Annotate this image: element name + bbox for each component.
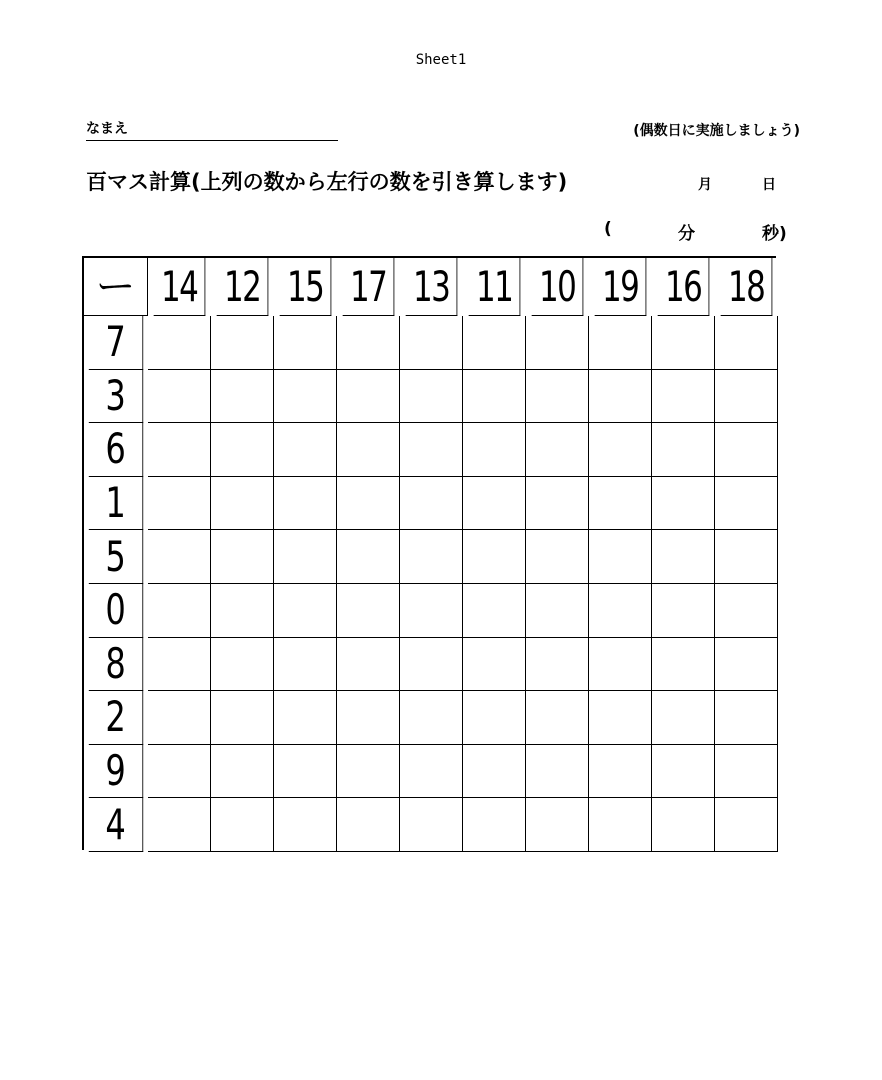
answer-cell[interactable] xyxy=(211,745,274,799)
answer-cell[interactable] xyxy=(337,477,400,531)
answer-cell[interactable] xyxy=(148,798,211,852)
answer-cell[interactable] xyxy=(463,691,526,745)
answer-cell[interactable] xyxy=(337,798,400,852)
answer-cell[interactable] xyxy=(337,423,400,477)
answer-cell[interactable] xyxy=(589,530,652,584)
answer-cell[interactable] xyxy=(148,477,211,531)
row-header: 4 xyxy=(89,798,143,852)
minutes-label: 分 xyxy=(678,224,695,244)
answer-cell[interactable] xyxy=(463,798,526,852)
answer-cell[interactable] xyxy=(463,530,526,584)
answer-cell[interactable] xyxy=(715,370,778,424)
answer-cell[interactable] xyxy=(400,798,463,852)
answer-cell[interactable] xyxy=(148,584,211,638)
row-header: 9 xyxy=(89,745,143,799)
row-header: 5 xyxy=(89,530,143,584)
answer-cell[interactable] xyxy=(463,370,526,424)
answer-cell[interactable] xyxy=(652,530,715,584)
answer-cell[interactable] xyxy=(652,477,715,531)
column-header: 18 xyxy=(721,258,773,316)
answer-cell[interactable] xyxy=(211,370,274,424)
answer-cell[interactable] xyxy=(652,316,715,370)
answer-cell[interactable] xyxy=(715,316,778,370)
row-header: 7 xyxy=(89,316,143,370)
answer-cell[interactable] xyxy=(148,530,211,584)
operator-cell: ー xyxy=(84,258,148,316)
answer-cell[interactable] xyxy=(211,638,274,692)
answer-cell[interactable] xyxy=(274,423,337,477)
answer-cell[interactable] xyxy=(589,798,652,852)
column-header: 19 xyxy=(595,258,647,316)
answer-cell[interactable] xyxy=(652,798,715,852)
answer-cell[interactable] xyxy=(589,370,652,424)
column-header: 17 xyxy=(343,258,395,316)
row-header: 8 xyxy=(89,638,143,692)
answer-cell[interactable] xyxy=(337,530,400,584)
answer-cell[interactable] xyxy=(589,745,652,799)
answer-cell[interactable] xyxy=(400,638,463,692)
answer-cell[interactable] xyxy=(400,745,463,799)
answer-cell[interactable] xyxy=(463,477,526,531)
answer-cell[interactable] xyxy=(274,584,337,638)
answer-cell[interactable] xyxy=(715,638,778,692)
answer-cell[interactable] xyxy=(337,370,400,424)
day-label: 日 xyxy=(762,177,776,193)
answer-cell[interactable] xyxy=(463,423,526,477)
row-header: 1 xyxy=(89,477,143,531)
answer-cell[interactable] xyxy=(715,423,778,477)
answer-cell[interactable] xyxy=(337,584,400,638)
answer-cell[interactable] xyxy=(526,691,589,745)
answer-cell[interactable] xyxy=(148,638,211,692)
answer-cell[interactable] xyxy=(274,638,337,692)
column-header: 12 xyxy=(217,258,269,316)
answer-cell[interactable] xyxy=(463,584,526,638)
answer-cell[interactable] xyxy=(526,316,589,370)
answer-cell[interactable] xyxy=(337,745,400,799)
answer-cell[interactable] xyxy=(400,530,463,584)
answer-cell[interactable] xyxy=(526,530,589,584)
answer-cell[interactable] xyxy=(589,638,652,692)
sheet-name: Sheet1 xyxy=(415,52,467,68)
answer-cell[interactable] xyxy=(211,477,274,531)
answer-cell[interactable] xyxy=(463,638,526,692)
answer-cell[interactable] xyxy=(526,745,589,799)
answer-cell[interactable] xyxy=(463,316,526,370)
answer-cell[interactable] xyxy=(526,584,589,638)
answer-cell[interactable] xyxy=(337,691,400,745)
answer-cell[interactable] xyxy=(148,370,211,424)
answer-cell[interactable] xyxy=(400,691,463,745)
answer-cell[interactable] xyxy=(400,477,463,531)
answer-cell[interactable] xyxy=(400,423,463,477)
answer-cell[interactable] xyxy=(274,316,337,370)
answer-cell[interactable] xyxy=(715,530,778,584)
column-header: 13 xyxy=(406,258,458,316)
answer-cell[interactable] xyxy=(211,798,274,852)
column-header: 10 xyxy=(532,258,584,316)
answer-cell[interactable] xyxy=(589,423,652,477)
answer-cell[interactable] xyxy=(589,584,652,638)
answer-cell[interactable] xyxy=(589,477,652,531)
answer-cell[interactable] xyxy=(274,530,337,584)
answer-cell[interactable] xyxy=(400,370,463,424)
answer-cell[interactable] xyxy=(274,798,337,852)
answer-cell[interactable] xyxy=(211,691,274,745)
answer-cell[interactable] xyxy=(589,316,652,370)
answer-cell[interactable] xyxy=(715,798,778,852)
answer-cell[interactable] xyxy=(715,745,778,799)
hundred-cell-grid xyxy=(82,256,776,850)
answer-cell[interactable] xyxy=(211,530,274,584)
answer-cell[interactable] xyxy=(463,745,526,799)
answer-cell[interactable] xyxy=(148,691,211,745)
answer-cell[interactable] xyxy=(526,477,589,531)
answer-cell[interactable] xyxy=(652,370,715,424)
answer-cell[interactable] xyxy=(211,584,274,638)
answer-cell[interactable] xyxy=(652,691,715,745)
answer-cell[interactable] xyxy=(715,584,778,638)
answer-cell[interactable] xyxy=(274,370,337,424)
month-label: 月 xyxy=(698,177,712,193)
answer-cell[interactable] xyxy=(400,316,463,370)
column-header: 16 xyxy=(658,258,710,316)
time-open-paren: ( xyxy=(604,219,612,239)
answer-cell[interactable] xyxy=(715,477,778,531)
column-header: 15 xyxy=(280,258,332,316)
row-header: 2 xyxy=(89,691,143,745)
answer-cell[interactable] xyxy=(526,798,589,852)
seconds-label: 秒) xyxy=(762,224,787,244)
answer-cell[interactable] xyxy=(211,316,274,370)
answer-cell[interactable] xyxy=(715,691,778,745)
column-header: 14 xyxy=(154,258,206,316)
name-field[interactable] xyxy=(86,118,338,141)
answer-cell[interactable] xyxy=(400,584,463,638)
row-header: 0 xyxy=(89,584,143,638)
answer-cell[interactable] xyxy=(148,745,211,799)
answer-cell[interactable] xyxy=(274,691,337,745)
answer-cell[interactable] xyxy=(337,316,400,370)
answer-cell[interactable] xyxy=(274,477,337,531)
answer-cell[interactable] xyxy=(148,423,211,477)
answer-cell[interactable] xyxy=(652,745,715,799)
answer-cell[interactable] xyxy=(652,423,715,477)
answer-cell[interactable] xyxy=(652,584,715,638)
answer-cell[interactable] xyxy=(589,691,652,745)
answer-cell[interactable] xyxy=(526,423,589,477)
row-header: 6 xyxy=(89,423,143,477)
answer-cell[interactable] xyxy=(211,423,274,477)
name-label: なまえ xyxy=(86,121,128,137)
answer-cell[interactable] xyxy=(148,316,211,370)
answer-cell[interactable] xyxy=(337,638,400,692)
row-header: 3 xyxy=(89,370,143,424)
answer-cell[interactable] xyxy=(526,638,589,692)
answer-cell[interactable] xyxy=(526,370,589,424)
answer-cell[interactable] xyxy=(274,745,337,799)
column-header: 11 xyxy=(469,258,521,316)
worksheet-title: 百マス計算(上列の数から左行の数を引き算します) xyxy=(86,170,568,194)
answer-cell[interactable] xyxy=(652,638,715,692)
schedule-note: (偶数日に実施しましょう) xyxy=(633,123,800,139)
